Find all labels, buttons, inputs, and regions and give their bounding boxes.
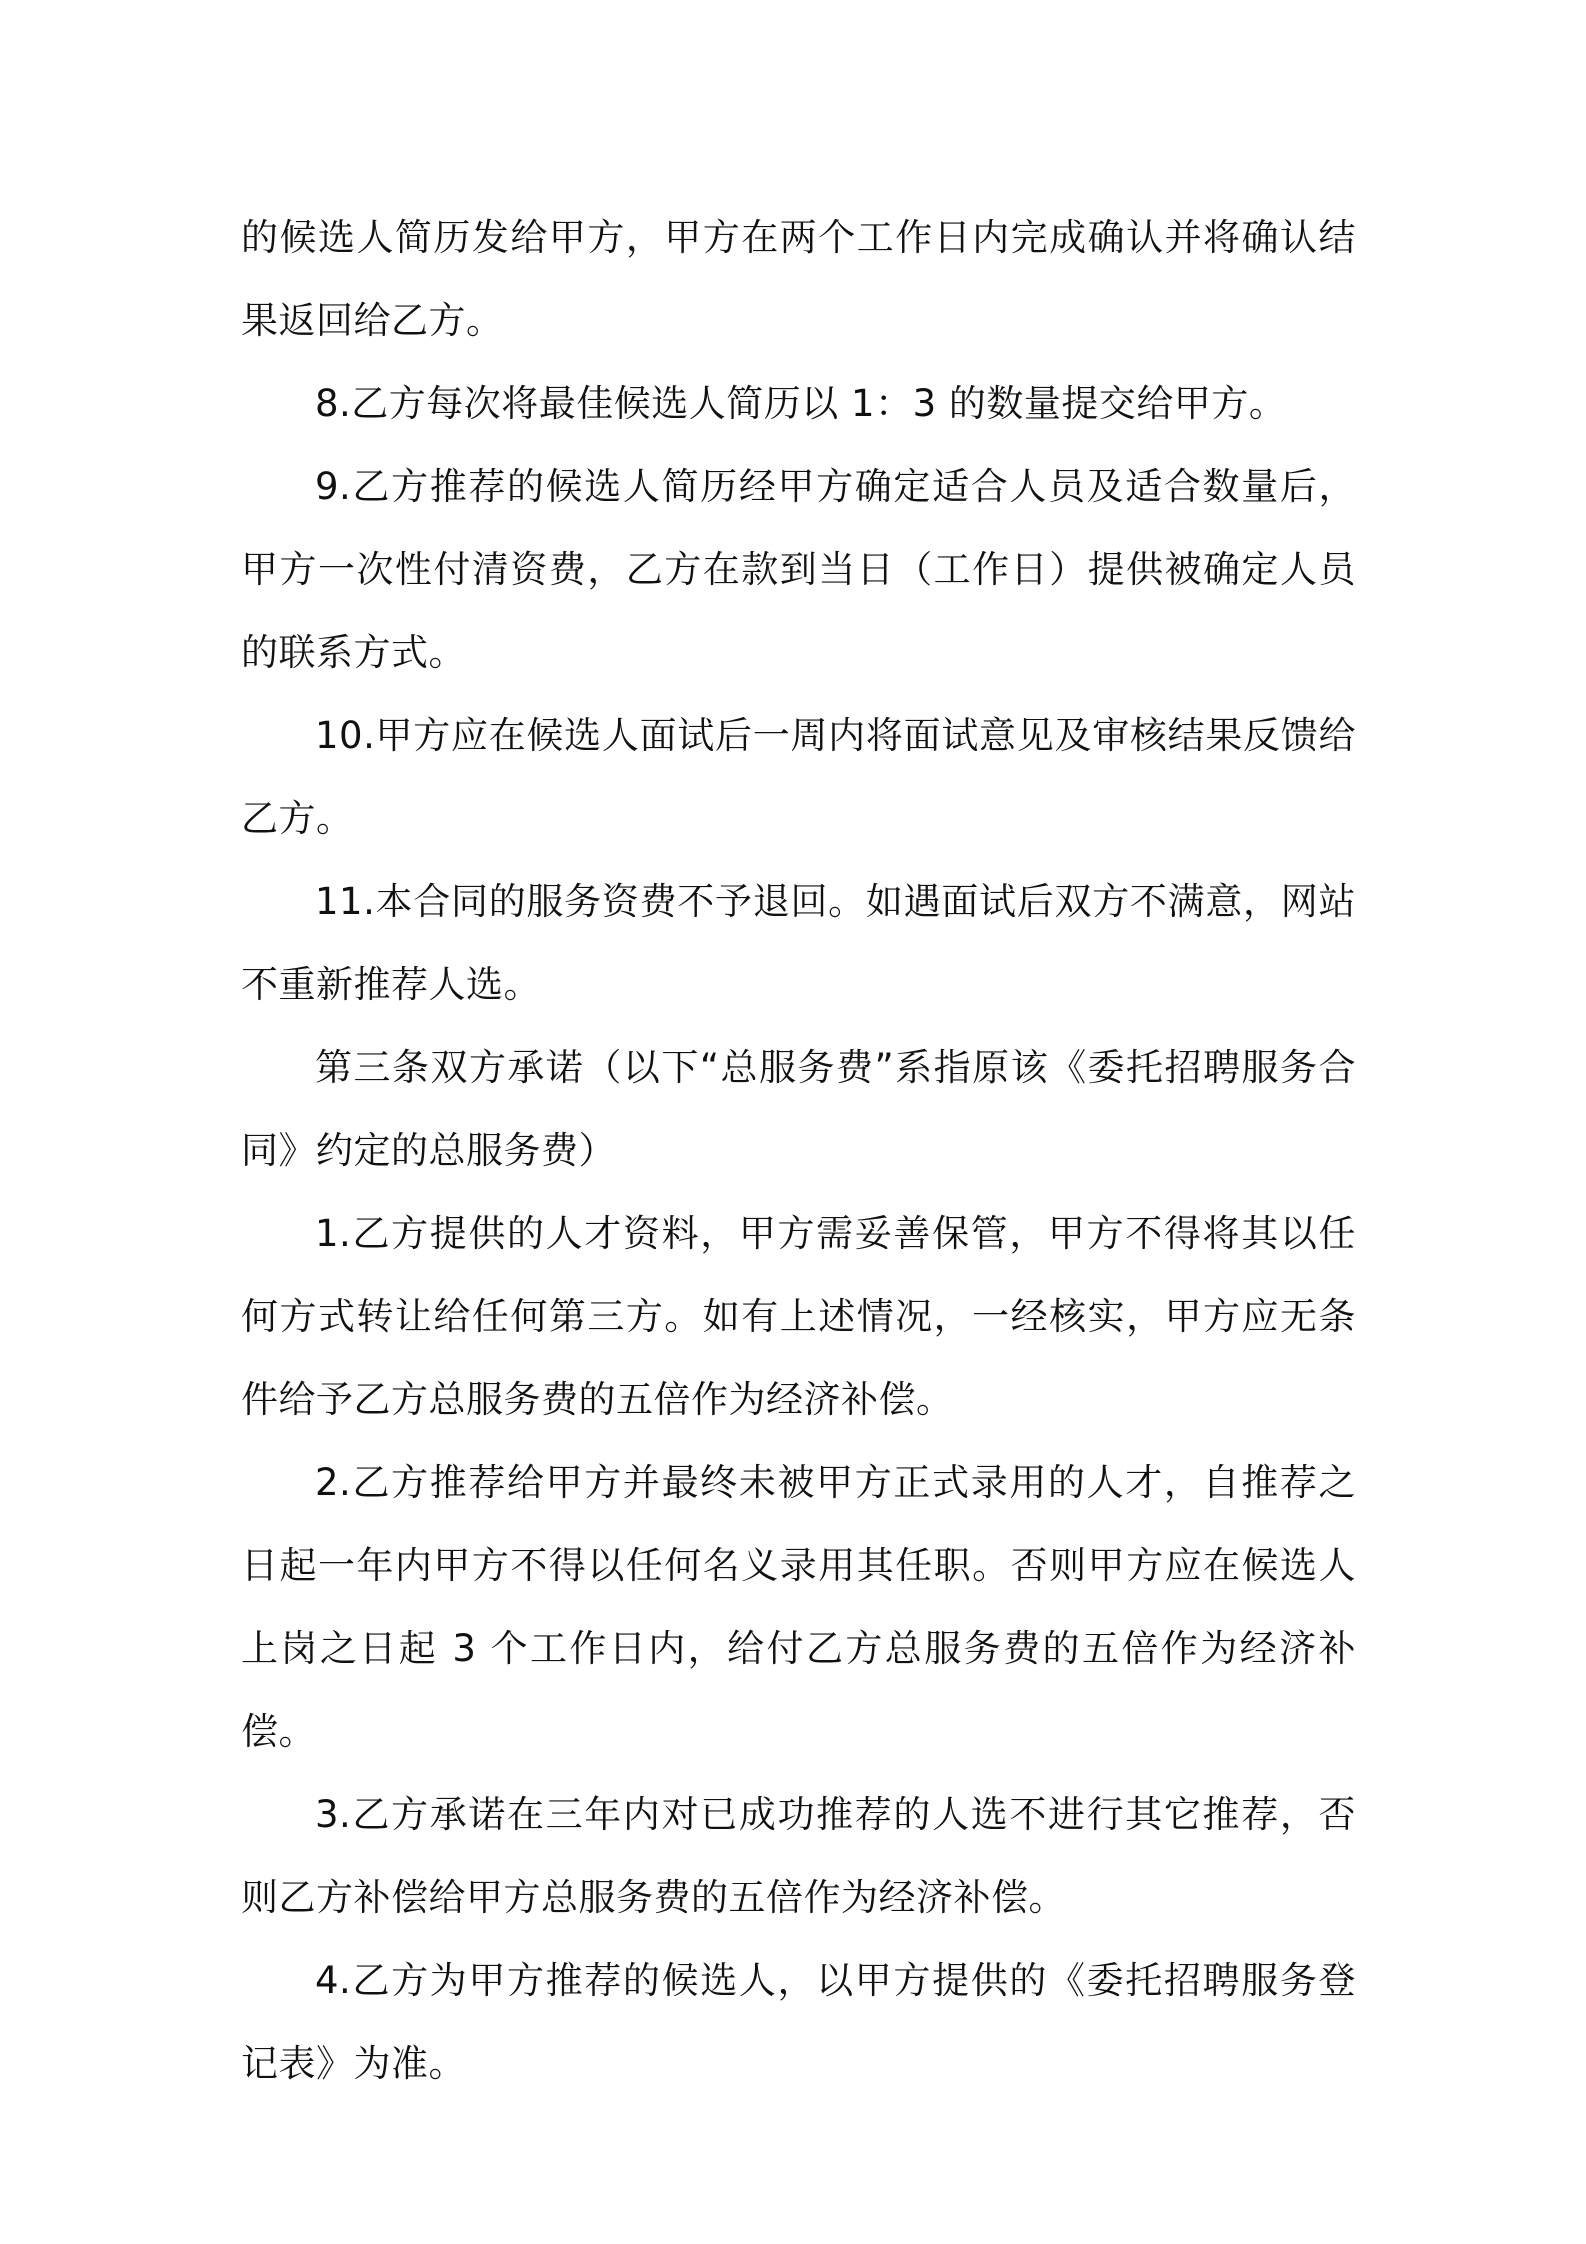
paragraph-commitment-3: 3.乙方承诺在三年内对已成功推荐的人选不进行其它推荐，否则乙方补偿给甲方总服务费的五倍作为经济补偿。 — [241, 1793, 1356, 1919]
paragraph-commitment-4: 4.乙方为甲方推荐的候选人，以甲方提供的《委托招聘服务登记表》为准。 — [241, 1959, 1356, 2085]
paragraph-commitment-1: 1.乙方提供的人才资料，甲方需妥善保管，甲方不得将其以任何方式转让给任何第三方。如有上述情况，一经核实，甲方应无条件给予乙方总服务费的五倍作为经济补偿。 — [241, 1212, 1356, 1421]
paragraph-clause-10: 10.甲方应在候选人面试后一周内将面试意见及审核结果反馈给乙方。 — [241, 714, 1356, 840]
document-body — [241, 196, 1356, 2105]
paragraph-commitment-2: 2.乙方推荐给甲方并最终未被甲方正式录用的人才，自推荐之日起一年内甲方不得以任何名义录用其任职。否则甲方应在候选人上岗之日起 3 个工作日内，给付乙方总服务费的五倍作为经济补偿。 — [241, 1461, 1356, 1753]
paragraph-clause-9: 9.乙方推荐的候选人简历经甲方确定适合人员及适合数量后，甲方一次性付清资费，乙方在款到当日（工作日）提供被确定人员的联系方式。 — [241, 465, 1356, 674]
paragraph-clause-8: 8.乙方每次将最佳候选人简历以 1：3 的数量提交给甲方。 — [315, 382, 1287, 425]
section-heading-article-3: 第三条双方承诺（以下“总服务费”系指原该《委托招聘服务合同》约定的总服务费） — [241, 1046, 1356, 1172]
paragraph-clause-11: 11.本合同的服务资费不予退回。如遇面试后双方不满意，网站不重新推荐人选。 — [241, 880, 1356, 1006]
paragraph-continuation: 的候选人简历发给甲方，甲方在两个工作日内完成确认并将确认结果返回给乙方。 — [241, 216, 1356, 342]
